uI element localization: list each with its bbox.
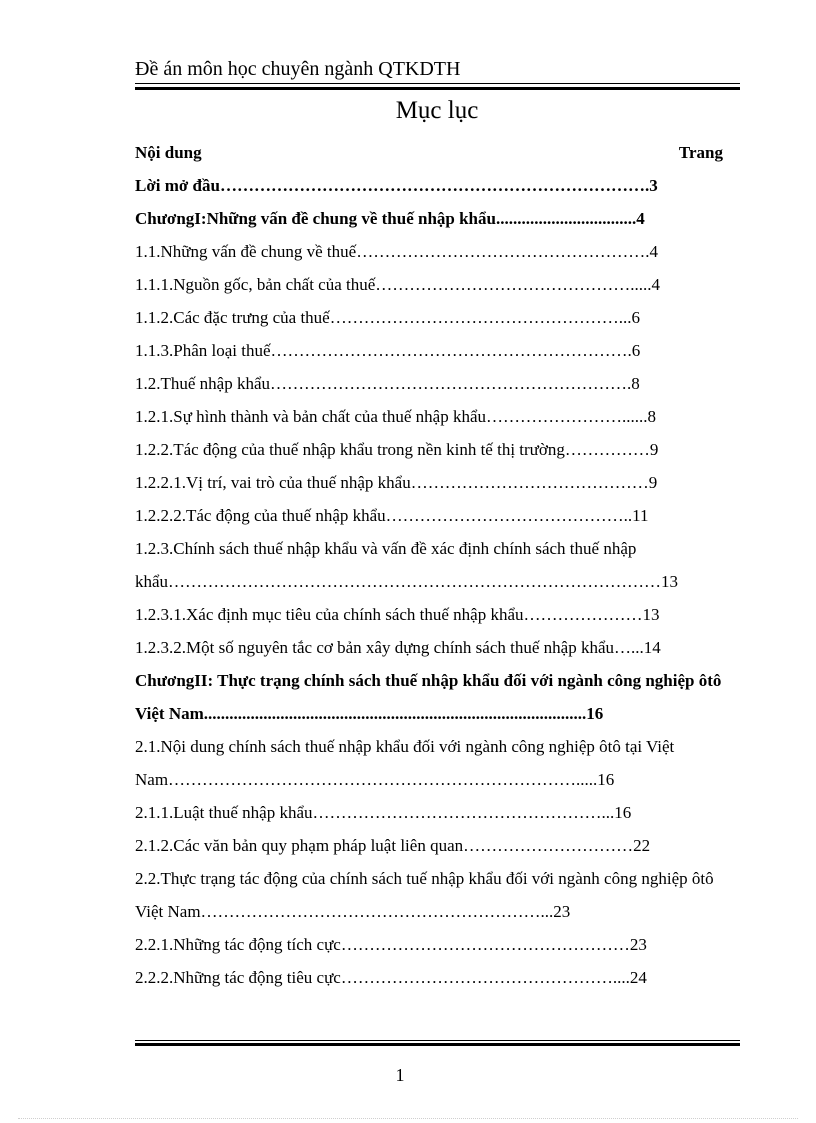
toc-entry-list (135, 169, 735, 994)
toc-entry (135, 499, 735, 532)
toc-entry-text: 2.1.Nội dung chính sách thuế nhập khẩu đối với ngành công nghiệp ôtô tại Việt Nam……………………………………………………………….....16 (135, 737, 675, 789)
toc-entry-text: ChươngII: Thực trạng chính sách thuế nhập khẩu đối với ngành công nghiệp ôtô Việt Nam..........................................................................................16 (135, 671, 722, 723)
toc-entry (135, 961, 735, 994)
toc-entry-text: 1.2.1.Sự hình thành và bản chất của thuế nhập khẩu……………………......8 (135, 407, 657, 426)
page-number: 1 (395, 1065, 405, 1085)
toc-entry-text: 1.2.3.2.Một số nguyên tắc cơ bản xây dựng chính sách thuế nhập khẩu…...14 (135, 638, 661, 657)
toc-entry-text: 2.1.1.Luật thuế nhập khẩu……………………………………………...16 (135, 803, 632, 822)
toc-entry (135, 730, 735, 796)
toc-entry (135, 367, 735, 400)
toc-entry (135, 631, 735, 664)
toc-entry-text: 1.2.3.Chính sách thuế nhập khẩu và vấn đề xác định chính sách thuế nhập khẩu……………………………………………………………………………13 (135, 539, 679, 591)
toc-header-content: Nội dung (135, 143, 202, 162)
toc-entry-text: 1.1.2.Các đặc trưng của thuế……………………………………………...6 (135, 308, 640, 327)
toc-entry (135, 829, 735, 862)
toc-entry-text: 2.1.2.Các văn bản quy phạm pháp luật liên quan…………………………22 (135, 836, 651, 855)
toc-entry-text: 1.2.2.1.Vị trí, vai trò của thuế nhập khẩu……………………………………9 (135, 473, 658, 492)
page-footer (135, 1040, 740, 1046)
toc-entry-text: 1.2.2.Tác động của thuế nhập khẩu trong nền kinh tế thị trường……………9 (135, 440, 659, 459)
toc-entry (135, 598, 735, 631)
toc-entry (135, 664, 735, 730)
header-title: Đề án môn học chuyên ngành QTKDTH (135, 58, 461, 80)
toc-entry (135, 301, 735, 334)
toc-entry-text: 1.1.Những vấn đề chung về thuế…………………………………………….4 (135, 242, 658, 261)
toc-column-headers (135, 136, 735, 169)
toc-entry (135, 334, 735, 367)
toc-entry (135, 433, 735, 466)
toc-entry-text: Lời mở đầu………………………………………………………………….3 (135, 176, 658, 195)
header-rule-thin (135, 83, 740, 84)
toc-entry (135, 532, 735, 598)
toc-entry-text: 1.2.Thuế nhập khẩu……………………………………………………….8 (135, 374, 640, 393)
toc-entry-text: 2.2.Thực trạng tác động của chính sách tuế nhập khẩu đối với ngành công nghiệp ôtô Việt Nam……………………………………………………...23 (135, 869, 714, 921)
toc-entry (135, 202, 735, 235)
toc-header-page: Trang (678, 143, 723, 162)
toc-entry (135, 169, 735, 202)
toc-entry-text: 1.2.2.2.Tác động của thuế nhập khẩu……………………………………..11 (135, 506, 649, 525)
page-header (135, 57, 740, 90)
table-of-contents (135, 136, 735, 994)
toc-entry (135, 268, 735, 301)
toc-entry (135, 928, 735, 961)
toc-entry-text: 1.1.1.Nguồn gốc, bản chất của thuế……………………………………….....4 (135, 275, 661, 294)
toc-entry (135, 796, 735, 829)
toc-entry-text: 1.1.3.Phân loại thuế……………………………………………………….6 (135, 341, 641, 360)
header-rule-thick (135, 87, 740, 90)
toc-entry (135, 862, 735, 928)
page-edge-divider (18, 1118, 798, 1119)
toc-entry-text: 1.2.3.1.Xác định mục tiêu của chính sách thuế nhập khẩu…………………13 (135, 605, 660, 624)
footer-rule-thin (135, 1040, 740, 1041)
toc-entry-text: ChươngI:Những vấn đề chung về thuế nhập khẩu.................................4 (135, 209, 645, 228)
toc-entry (135, 400, 735, 433)
toc-entry (135, 466, 735, 499)
toc-entry-text: 2.2.2.Những tác động tiêu cực…………………………………………....24 (135, 968, 647, 987)
toc-entry-text: 2.2.1.Những tác động tích cực……………………………………………23 (135, 935, 647, 954)
toc-title: Mục lục (395, 97, 479, 124)
toc-entry (135, 235, 735, 268)
footer-rule-thick (135, 1043, 740, 1046)
